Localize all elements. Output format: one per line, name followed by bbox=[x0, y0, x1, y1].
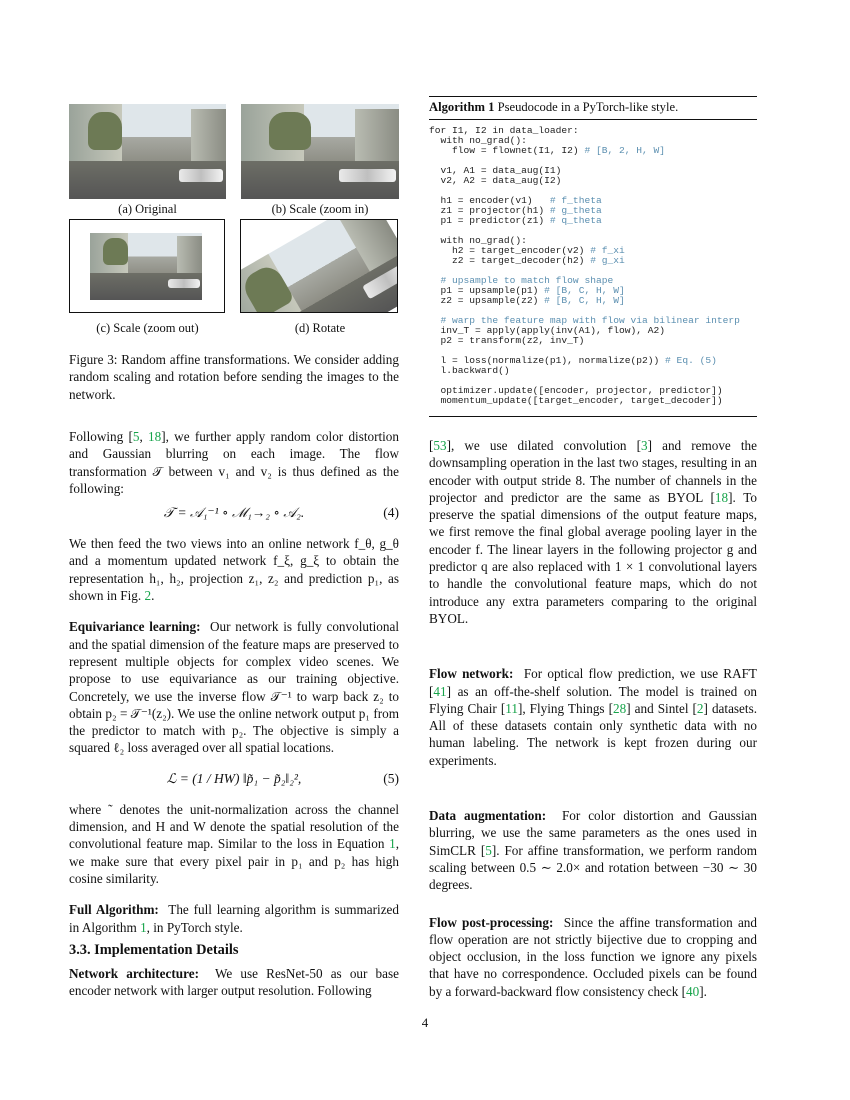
code-comment: # [B, 2, H, W] bbox=[584, 145, 666, 156]
code-comment: # upsample to match flow shape bbox=[440, 275, 614, 286]
code-line: p1 = predictor(z1) # q_theta bbox=[429, 215, 602, 226]
image-scale-zoom-out bbox=[69, 219, 225, 313]
code-line: v2, A2 = data_aug(I2) bbox=[429, 175, 562, 186]
citation[interactable]: 40 bbox=[686, 983, 700, 999]
equation-reference[interactable]: 1 bbox=[389, 836, 396, 852]
equation-4: 𝒯 = 𝒜₁⁻¹ ∘ ℳ₁→₂ ∘ 𝒜₂. (4) bbox=[163, 505, 399, 521]
paragraph-dilated: [53], we use dilated convolution [3] and remove the downsampling operation in the last two stages, resulting in an encoder with output stride 8. The number of channels in the projector and predictor are the same as BYOL [18]. To preserve the spatial dimensions of the output feature maps, we first remove the final global average pooling layer in the encoder f. The linear layers in the following projector g and predictor q are also replaced with 1 × 1 convolutional layers to handle the convolutional feature maps, which do not introduce any extra parameters comparing to the original BYOL. bbox=[429, 438, 757, 626]
paragraph-following: Following [5, 18], we further apply random color distortion and Gaussian blurring on each image. The flow transformation 𝒯 between v₁ and v₂ is thus defined as the following: bbox=[69, 429, 399, 496]
heading-full-algorithm: Full Algorithm: bbox=[69, 902, 159, 918]
figure-3 bbox=[69, 96, 399, 402]
heading-flow-network: Flow network: bbox=[429, 666, 514, 682]
subcaption-b: (b) Scale (zoom in) bbox=[271, 202, 369, 216]
citation[interactable]: 18 bbox=[714, 489, 729, 505]
subcaption-a: (a) Original bbox=[118, 202, 177, 216]
citation[interactable]: 2 bbox=[696, 700, 704, 716]
paragraph-flow-post-processing: Flow post-processing: Since the affine transformation and flow operation are not strictly bijective due to cropping and object occlusion, in the loss function we ignore any pixels that have no correspondence. Occluded pixels can be found by a forward-backward flow consistency check [40]. bbox=[429, 914, 757, 999]
section-title: 3.3. Implementation Details bbox=[69, 941, 239, 958]
subcaption-d: (d) Rotate bbox=[294, 321, 346, 335]
equation-5: ℒ = (1 / HW) ‖p̃₁ − p̃₂‖₂², (5) bbox=[166, 770, 399, 786]
image-rotate bbox=[240, 219, 398, 313]
code-line: flow = flownet(I1, I2) # [B, 2, H, W] bbox=[429, 145, 666, 156]
heading-equivariance: Equivariance learning: bbox=[69, 619, 201, 635]
code-line: z1 = projector(h1) # g_theta bbox=[429, 205, 602, 216]
code-line: l.backward() bbox=[429, 365, 510, 376]
subcaption-c: (c) Scale (zoom out) bbox=[96, 321, 199, 335]
citation[interactable]: 5 bbox=[485, 842, 492, 858]
code-comment: # g_theta bbox=[549, 205, 602, 216]
code-line: optimizer.update([encoder, projector, predictor]) bbox=[429, 385, 723, 396]
code-line: with no_grad(): bbox=[429, 235, 527, 246]
code-line: with no_grad(): bbox=[429, 135, 527, 146]
code-line: z2 = target_decoder(h2) # g_xi bbox=[429, 255, 625, 266]
citation[interactable]: 5 bbox=[132, 429, 140, 444]
citation[interactable]: 3 bbox=[641, 438, 648, 453]
code-comment: # warp the feature map with flow via bilinear interp bbox=[440, 315, 740, 326]
figure-reference[interactable]: 2 bbox=[144, 588, 152, 604]
heading-network-architecture: Network architecture: bbox=[69, 965, 199, 981]
image-original bbox=[69, 104, 226, 199]
right-column bbox=[429, 96, 757, 1000]
paragraph-data-augmentation: Data augmentation: For color distortion and Gaussian blurring, we use the same parameters as the ones used in SimCLR [5]. For affine transformation, we perform random scaling between 0.5 ∼ 2.0× and rotation between −30 ∼ 30 degrees. bbox=[429, 808, 758, 893]
left-column bbox=[69, 96, 399, 999]
paragraph-full-algorithm: Full Algorithm: The full learning algorithm is summarized in Algorithm 1, in PyTorch style. bbox=[69, 902, 399, 935]
page-number: 4 bbox=[421, 1015, 429, 1030]
code-comment: # [B, C, H, W] bbox=[544, 295, 625, 306]
code-line: z2 = upsample(z2) # [B, C, H, W] bbox=[429, 295, 625, 306]
citation[interactable]: 11 bbox=[505, 700, 518, 716]
code-comment: # g_xi bbox=[590, 255, 625, 266]
paragraph-where: where ˜ denotes the unit-normalization across the channel dimension, and H and W denote the spatial resolution of the convolutional feature map. Similar to the loss in Equation 1, we make sure that every pixel pair in p₁ and p₂ has high cosine similarity. bbox=[69, 801, 399, 886]
code-comment: # f_theta bbox=[549, 195, 602, 206]
code-line: l = loss(normalize(p1), normalize(p2)) # Eq. (5) bbox=[429, 355, 717, 366]
code-line: for I1, I2 in data_loader: bbox=[429, 125, 579, 136]
code-comment: # [B, C, H, W] bbox=[544, 285, 625, 296]
citation[interactable]: 41 bbox=[433, 683, 447, 699]
image-scale-zoom-in bbox=[241, 104, 399, 199]
algorithm-1 bbox=[429, 96, 757, 417]
paragraph-online-network: We then feed the two views into an online network f_θ, g_θ and a momentum updated network f_ξ, g_ξ to obtain the representation h₁, h₂, projection z₁, z₂ and prediction p₁, as shown in Fig. 2. bbox=[69, 536, 399, 604]
code-comment: # q_theta bbox=[549, 215, 602, 226]
heading-data-augmentation: Data augmentation: bbox=[429, 808, 547, 824]
heading-flow-post-processing: Flow post-processing: bbox=[429, 914, 554, 930]
paragraph-flow-network: Flow network: For optical flow prediction, we use RAFT [41] as an off-the-shelf solution. The model is trained on Flying Chair [11], Flying Things [28] and Sintel [2] datasets. All of these datasets contain only synthetic data with no human labeling. The network is kept frozen during our experiments. bbox=[429, 666, 757, 768]
paragraph-equivariance: Equivariance learning: Our network is fully convolutional and the spatial dimension of the feature maps are preserved to represent multiple objects for complex video scenes. We propose to use equivariance as our training objective. Concretely, we use the inverse flow 𝒯⁻¹ to warp back z₂ to obtain p₂ = 𝒯⁻¹(z₂). We use the online network output p₁ from the predictor to match with p₂. The objective is simply a squared ℓ₂ loss averaged over all spatial locations. bbox=[69, 619, 400, 756]
citation[interactable]: 53 bbox=[433, 438, 447, 453]
code-line: p2 = transform(z2, inv_T) bbox=[429, 335, 585, 346]
algorithm-title: Algorithm 1 Pseudocode in a PyTorch-like style. bbox=[429, 97, 757, 120]
code-comment: # f_xi bbox=[590, 245, 625, 256]
code-line: p1 = upsample(p1) # [B, C, H, W] bbox=[429, 285, 625, 296]
figure-caption: Figure 3: Random affine transformations. We consider adding random scaling and rotation before sending the images to the network. bbox=[69, 352, 399, 402]
code-block bbox=[429, 126, 757, 406]
algorithm-reference[interactable]: 1 bbox=[140, 919, 147, 935]
code-line: inv_T = apply(apply(inv(A1), flow), A2) bbox=[429, 325, 666, 336]
code-line: v1, A1 = data_aug(I1) bbox=[429, 165, 562, 176]
citation[interactable]: 28 bbox=[613, 700, 627, 716]
code-comment: # Eq. (5) bbox=[665, 355, 717, 366]
citation[interactable]: 18 bbox=[148, 429, 162, 444]
code-line: h1 = encoder(v1) # f_theta bbox=[429, 195, 602, 206]
code-line: h2 = target_encoder(v2) # f_xi bbox=[429, 245, 625, 256]
code-line: momentum_update([target_encoder, target_decoder]) bbox=[429, 395, 723, 406]
paragraph-network-architecture: Network architecture: We use ResNet-50 as our base encoder network with larger output resolution. Following bbox=[69, 965, 399, 999]
